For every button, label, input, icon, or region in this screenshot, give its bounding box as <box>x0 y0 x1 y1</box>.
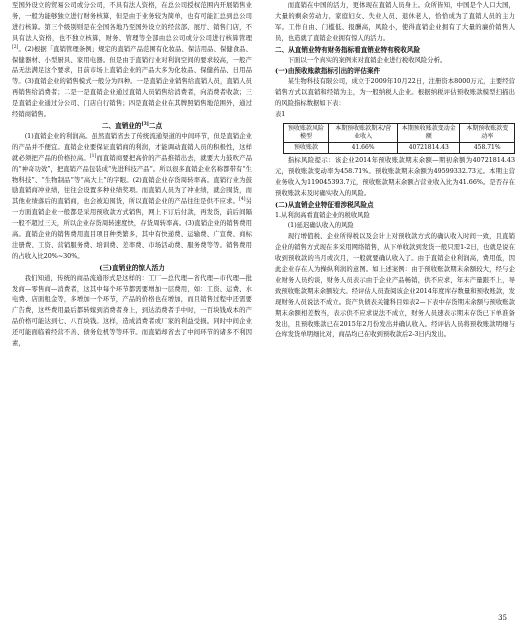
paragraph: 下面以一个真实的案例来对直销企业进行税收风险分析。 <box>287 56 447 64</box>
table-caption: 表1 <box>275 111 286 119</box>
paragraph: 指标风险提示：该企业2014年预收账款期末余额—期初余额为40721814.43元，预收账款变动率为458.71%。预收账款期末余额为49599332.73元。本期主营业务收入为119045393.7元，预收账款期末余额占营业收入比为41.66%。是否存在预收账款未及时确实收入的风险。 <box>275 156 515 197</box>
table-header-cell: 预收账款风险模型 <box>284 123 329 142</box>
table-header-cell: 本期预收账款变动金额 <box>398 123 460 142</box>
sub-heading: 1.从利润高看直销企业的税收风险 <box>275 211 370 219</box>
table-header-row <box>284 123 515 142</box>
paragraph: 至国外设立的贸易公司或分公司，不具有法人资格，在总公司授权范围内开展销售业务，一般为能够独立进行财务核算，但是由于业务较为简单，也有可能汇总到总公司进行核算。第三个级别则是在全国各地乃至国外设立的经营部、展厅、销售门店，不具有法人资格，也不独立核算，财务、管理等全部由总公司或分公司进行核算管理[2]。(2)根据「直销管理条例」规定的直销产品范围有化妆品、保洁用品、保健食品、保健器材、小型厨具、家用电器。但是由于直销行业对利润空间的要求较高，一般产品无法满足这个要求，目前市场上直销企业的产品大多为化妆品、保健药品、日用品等。(3)直销企业的销售模式一般分为四种。一是直销企业销售给直销人员，直销人员再销售给消费者；二是一是直销企业通过直销人员销售给消费者，向消费者收款；三是直销企业通过分公司、门店自行销售；四是直销企业在其牌照销售地范围外，通过经销商销售。 <box>12 2 252 119</box>
table-cell: 458.71% <box>460 142 515 153</box>
data-table <box>283 123 515 154</box>
page-number: 35 <box>498 614 507 622</box>
sub-heading: (1)延迟确认收入的风险 <box>287 222 354 230</box>
left-column <box>12 1 252 350</box>
right-column <box>275 1 515 341</box>
subsection-heading: (一)由预收账款指标引出的评估案件 <box>275 67 381 76</box>
section-heading: 二、从直销业特有财务指标看直销业特有税收风险 <box>275 45 421 54</box>
subsection-heading: (二)从直销企业特征看涉税风险点 <box>275 200 374 209</box>
section-heading: (三)直销业的惊人活力 <box>99 263 165 272</box>
table-cell: 41.66% <box>329 142 398 153</box>
table-header-cell: 本期预收账款变动率 <box>460 123 515 142</box>
paragraph: 我们知道，传统的商品流通形式是这样的：工厂—总代理—省代理—市代理—批发商—零售商—消费者，这其中每个环节都需要增加一层费用，如：工资、运费、水电费、店面租金等，多增加一个环节，产品的价格也在增加，而且销售过程中还需要广告费，这些费用最后都转嫁到消费者身上，到达消费者手中时，一百块钱成本的产品价格可能达到七、八百块钱。这样，造成消费者或厂家的利益受损。同时中间企业还可能面临着经营不善、债务危机等等环节。而直销却省去了中间环节的诸多不利因素， <box>12 274 252 348</box>
paragraph: 某生物科技有限公司，成立于2009年10月22日，注册资本8000万元，主要经营销售方式以直销和经销为主，为一般纳税人企业。根据纳税评估预收账款模型扫描出的风险指标数据如下表： <box>275 78 515 108</box>
table-header-cell: 本期预收账款期末/营业收入 <box>329 123 398 142</box>
table-cell: 40721814.43 <box>398 142 460 153</box>
paragraph: 现行增值税、企业所得税以及会计上对预收款方式的确认收入时间一致，且直销企业的销售方式现在多采用网络销售，从下单收款到发货一般只需1-2日，也就是说在收到预收款的当月或次月，一般就要确认收入了。由于直销企业利润高，费用低，因此企业存在人为操纵利润的意图。如上述案例：由于预收账款期末余额较大，经与企业财务人员约谈，财务人员表示由于企业产品畅销，供不应求，年末产量跟不上，导致预收账款期末余额较大。经评估人员查阅该企业2014年度库存数量和预收账款，发现财务人员说法不成立。资产负债表关键科目如表2—下表中存货期末余额与预收账款期末余额相差数当，表示供不应求说法不成立，财务人员速表示期末存货已下单准备发出，且预收账款已在2015年2月份发出并确认收入。经评估人员将预收账款明细与仓库发货单明细比对，商品均已在收到预收款后2-3日内发出。 <box>275 233 515 339</box>
paragraph: (1)直销企业的利润高。虽然直销省去了传统流通渠道的中间环节，但是直销企业的产品并不便宜。直销企业要保证直销商的利润，才能调动直销人员的积极性，这样就必须把产品的价格拉高。[1]而直销商要把高价的产品推销出去，就要大力鼓吹产品的“神奇功效”，把直销产品包装成“先进科技产品”。所以很多直销企业名称都带有“生物科技”、“生物制品”等“高大上”的字眼。(2)直销企业存货周转率高。直销行业为鼓励直销商冲业绩，往往会设置多种业绩奖项。而直销人员为了冲业绩，就会囤货，而其他业绩落后的直销商，也会被迫囤货，所以直销企业的产品往往是供不应求。[4]另一方面直销企业一般都是采用预收款方式销售，网上下订后付款，再发货，前后间隔一般不超过三天，所以企业存货周转速度快，存货周转率高。(3)直销企业的销售费用高。直销企业的销售费用直目项目种类繁多，其中有快递费、运输费、广宣费、商标注册费、工资、营销服务费、培训费、差率费、市场活动费、服务费等等。销售费用的占收入比20%~30%。 <box>12 132 252 260</box>
table-cell: 预收账款 <box>284 142 329 153</box>
paragraph: 而直销在中国的活力，更体现在直销人员身上。众所皆知，中国是个人口大国，大量的剩余劳动力、家庭妇女、失业人员、退休老人，恰恰成为了直销人员的主力军。工作自由、门槛低、报酬高，风险小，使得直销企业拥有了大量的廉价销售人员，也造就了直销企业拥有惊人的活力。 <box>275 2 515 42</box>
table-row <box>284 142 515 153</box>
section-heading: 二、直销业的[3]二点 <box>101 121 163 130</box>
